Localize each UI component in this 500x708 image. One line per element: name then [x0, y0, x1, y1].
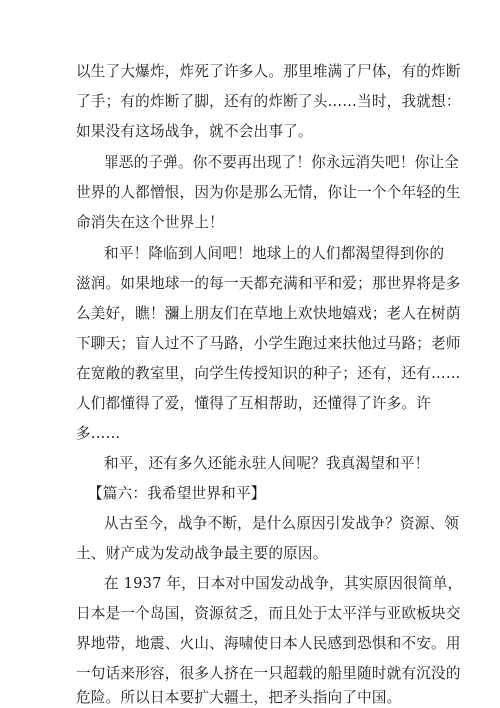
text-line: 滋润。如果地球一的每一天都充满和平和爱；那世界将是多 — [76, 275, 461, 292]
text-line: 界地带，地震、火山、海啸使日本人民感到恐惧和不安。用 — [76, 635, 461, 652]
text-line: 世界的人都憎恨，因为你是那么无情，你让一个个年轻的生 — [76, 184, 461, 201]
text-line: 了手；有的炸断了脚，还有的炸断了头……当时，我就想： — [76, 93, 461, 110]
text-line: 从古至今，战争不断，是什么原因引发战争？资源、领 — [104, 515, 460, 532]
text-line: 下聊天；盲人过不了马路，小学生跑过来扶他过马路；老师 — [76, 335, 461, 352]
text-line: 么美好，瞧！瀰上朋友们在草地上欢快地嬉戏；老人在树荫 — [76, 305, 461, 322]
text-line: 在 1937 年，日本对中国发动战争，其实原因很简单， — [104, 575, 463, 592]
text-line: 一句话来形容，很多人挤在一只超载的船里随时就有沉没的 — [76, 665, 461, 682]
text-line: 危险。所以日本要扩大疆土，把矛头指向了中国。 — [76, 689, 402, 706]
text-line: 日本是一个岛国，资源贫乏，而且处于太平洋与亚欧板块交 — [76, 605, 461, 622]
text-line: 人们都懂得了爱，懂得了互相帮助，还懂得了许多。许 — [76, 395, 432, 412]
text-line: 如果没有这场战争，就不会出事了。 — [76, 123, 313, 140]
text-line: 多…… — [76, 425, 121, 442]
text-line: 在宽敞的教室里，向学生传授知识的种子；还有，还有…… — [76, 365, 461, 382]
text-line: 土、财产成为发动战争最主要的原因。 — [76, 545, 328, 562]
text-line: 命消失在这个世界上！ — [76, 214, 224, 231]
section-heading: 【篇六：我希望世界和平】 — [88, 485, 266, 502]
text-line: 和平！降临到人间吧！地球上的人们都渴望得到你的 — [104, 245, 445, 262]
text-line: 以生了大爆炸，炸死了许多人。那里堆满了尸体，有的炸断 — [76, 63, 461, 80]
text-line: 罪恶的子弹。你不要再出现了！你永远消失吧！你让全 — [104, 154, 460, 171]
text-line: 和平，还有多久还能永驻人间呢？我真渴望和平！ — [104, 455, 430, 472]
